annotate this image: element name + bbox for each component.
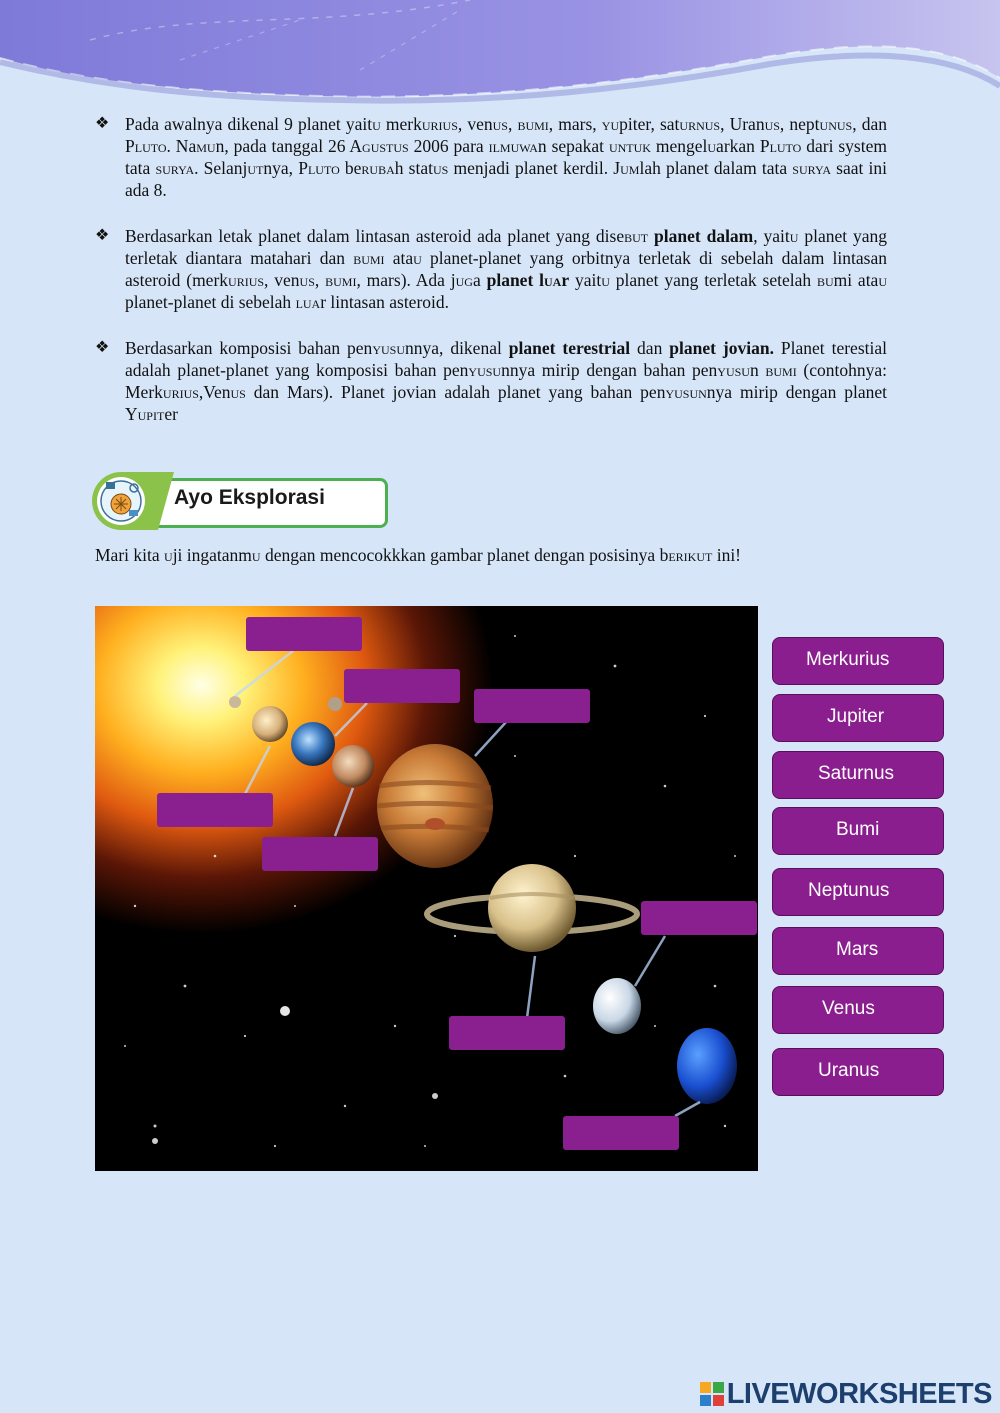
liveworksheets-logo-icon xyxy=(699,1381,725,1407)
diamond-bullet-icon: ❖ xyxy=(95,115,110,132)
bullet-planet-position xyxy=(95,225,887,313)
bullet-planet-history xyxy=(95,113,887,201)
option-jupiter[interactable]: Jupiter xyxy=(772,694,944,742)
footer-brand-text: LIVEWORKSHEETS xyxy=(726,1377,992,1410)
bullet-text: Berdasarkan komposisi bahan penyusunnya, dikenal planet terestrial dan planet jovian. Planet terestial adalah planet-planet yang komposisi bahan penyusunnya mirip dengan bahan penyusun bumi (contohnya: Merkurius,Venus dan Mars). Planet jovian adalah planet yang bahan penyusunnya mirip dengan planet Yupiter xyxy=(125,338,887,424)
bullet-planet-composition xyxy=(95,337,887,425)
section-header-ayo-eksplorasi xyxy=(92,472,386,530)
header-wave xyxy=(0,0,1000,110)
option-merkurius[interactable]: Merkurius xyxy=(772,637,944,685)
drop-zone-8[interactable] xyxy=(563,1116,679,1150)
bullet-text: Pada awalnya dikenal 9 planet yaitu merkurius, venus, bumi, mars, yupiter, saturnus, Uranus, neptunus, dan Pluto. Namun, pada tanggal 26 Agustus 2006 para ilmuwan sepakat untuk mengeluarkan Pluto dari system tata surya. Selanjutnya, Pluto berubah status menjadi planet kerdil. Jumlah planet dalam tata surya saat ini ada 8. xyxy=(125,114,887,200)
bullet-text: Berdasarkan letak planet dalam lintasan asteroid ada planet yang disebut planet dalam, yaitu planet yang terletak diantara matahari dan bumi atau planet-planet yang orbitnya terletak di sebelah dalam lintasan asteroid (merkurius, venus, bumi, mars). Ada juga planet luar yaitu planet yang terletak setelah bumi atau planet-planet di sebelah luar lintasan asteroid. xyxy=(125,226,888,312)
drop-zone-1[interactable] xyxy=(246,617,362,651)
drop-zone-2[interactable] xyxy=(344,669,460,703)
drop-zone-7[interactable] xyxy=(449,1016,565,1050)
explore-badge-icon xyxy=(92,472,174,530)
option-neptunus[interactable]: Neptunus xyxy=(772,868,944,916)
diamond-bullet-icon: ❖ xyxy=(95,227,110,244)
option-bumi[interactable]: Bumi xyxy=(772,807,944,855)
option-uranus[interactable]: Uranus xyxy=(772,1048,944,1096)
footer-brand xyxy=(699,1378,992,1410)
instruction-text: Mari kita uji ingatanmu dengan mencocokkkan gambar planet dengan posisinya berikut ini! xyxy=(95,545,742,565)
info-bullets xyxy=(95,113,887,449)
option-mars[interactable]: Mars xyxy=(772,927,944,975)
drop-zone-5[interactable] xyxy=(262,837,378,871)
diamond-bullet-icon: ❖ xyxy=(95,339,110,356)
drop-zone-3[interactable] xyxy=(474,689,590,723)
option-venus[interactable]: Venus xyxy=(772,986,944,1034)
drop-zone-6[interactable] xyxy=(641,901,757,935)
section-title: Ayo Eksplorasi xyxy=(174,486,325,509)
drop-zone-4[interactable] xyxy=(157,793,273,827)
option-saturnus[interactable]: Saturnus xyxy=(772,751,944,799)
